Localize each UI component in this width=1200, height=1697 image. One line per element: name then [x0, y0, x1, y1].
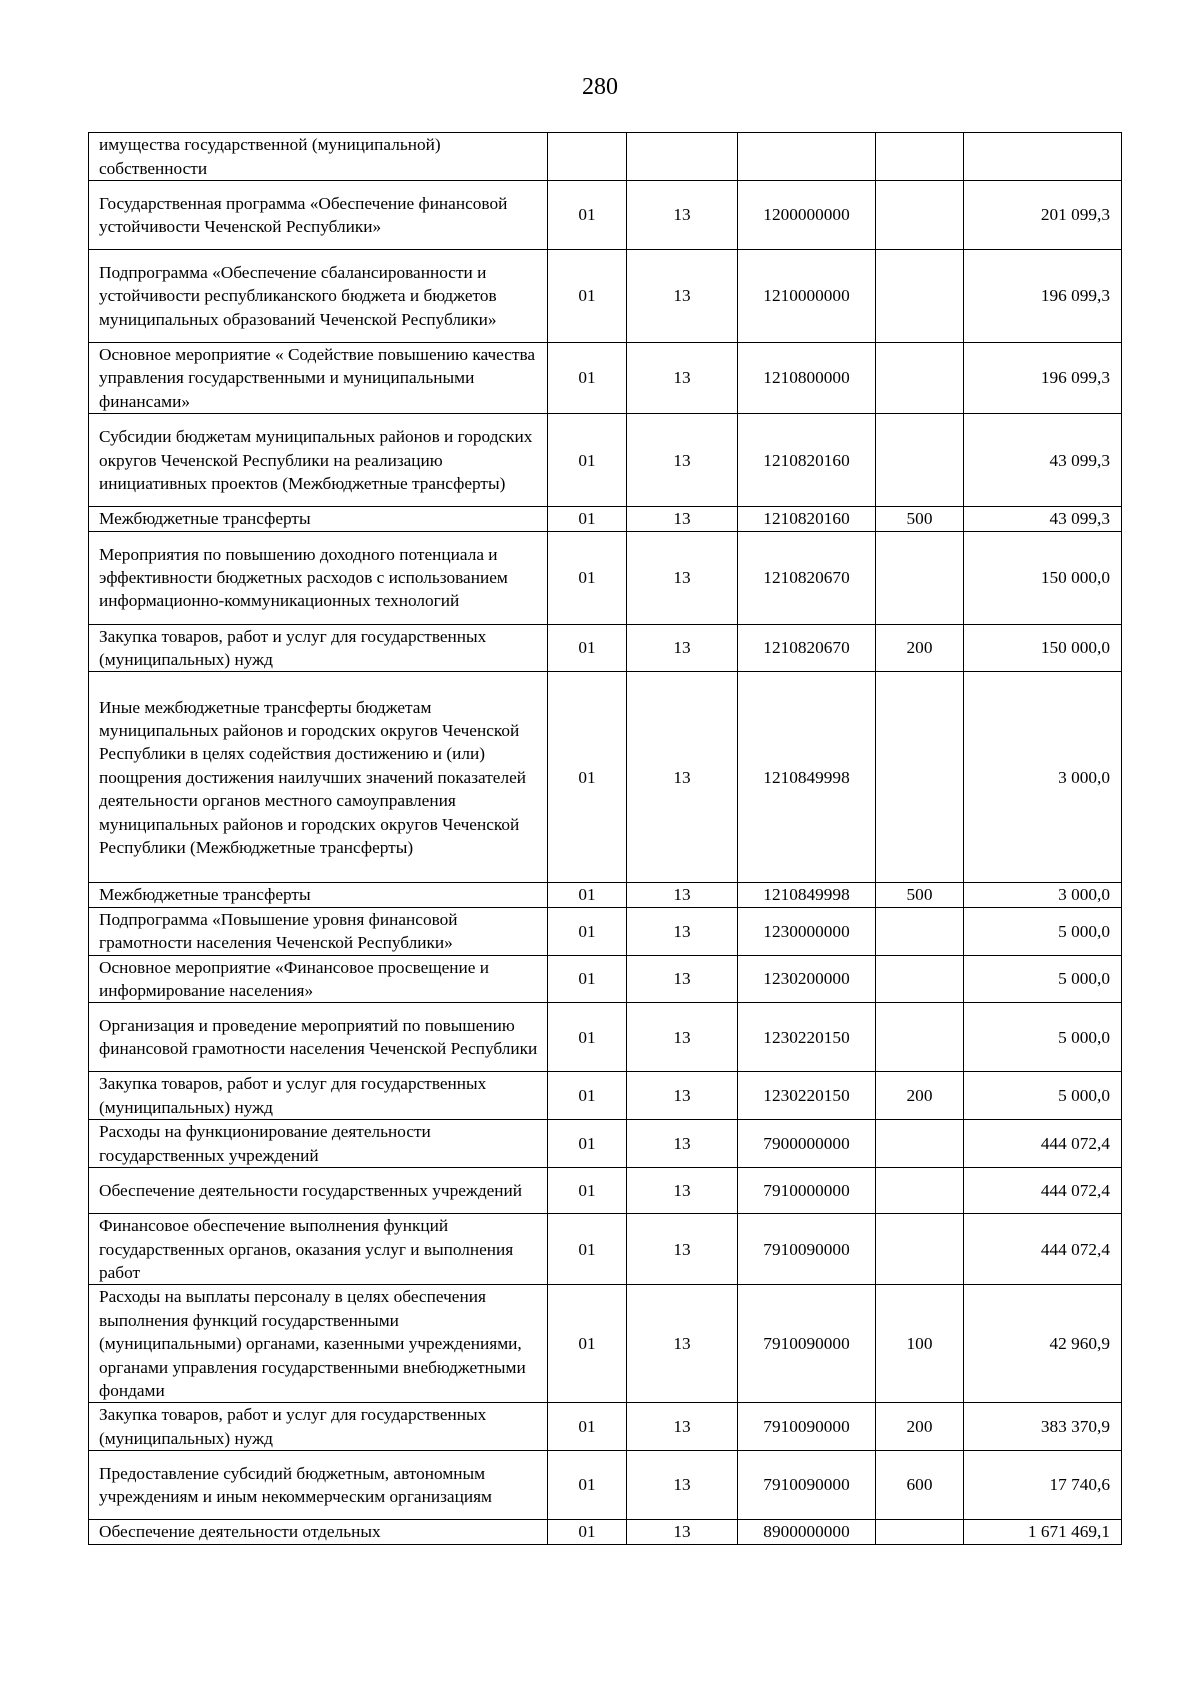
row-amount-cell: 150 000,0 [964, 531, 1122, 624]
row-subsection-cell: 13 [627, 1003, 738, 1072]
row-expense-type-cell [876, 1120, 964, 1168]
row-expense-type-cell [876, 907, 964, 955]
row-section-cell: 01 [548, 1168, 627, 1214]
row-amount-cell: 43 099,3 [964, 507, 1122, 531]
row-name-cell: Расходы на функционирование деятельности государственных учреждений [89, 1120, 548, 1168]
row-subsection-cell: 13 [627, 672, 738, 883]
table-row [89, 672, 1122, 883]
row-amount-cell [964, 133, 1122, 181]
row-amount-cell: 5 000,0 [964, 907, 1122, 955]
row-expense-type-cell: 500 [876, 507, 964, 531]
row-section-cell: 01 [548, 1003, 627, 1072]
table-row [89, 531, 1122, 624]
table-row [89, 181, 1122, 250]
row-expense-type-cell [876, 414, 964, 507]
row-section-cell: 01 [548, 1285, 627, 1403]
row-amount-cell: 3 000,0 [964, 672, 1122, 883]
row-section-cell: 01 [548, 1451, 627, 1520]
row-expense-type-cell [876, 1003, 964, 1072]
table-row [89, 1003, 1122, 1072]
row-section-cell: 01 [548, 883, 627, 907]
row-section-cell: 01 [548, 181, 627, 250]
row-target-article-cell: 7910090000 [738, 1285, 876, 1403]
row-expense-type-cell [876, 531, 964, 624]
row-amount-cell: 5 000,0 [964, 955, 1122, 1003]
table-row [89, 1072, 1122, 1120]
row-target-article-cell: 1230220150 [738, 1072, 876, 1120]
row-target-article-cell: 1210820670 [738, 624, 876, 672]
table-row [89, 507, 1122, 531]
table-row [89, 1214, 1122, 1285]
row-amount-cell: 1 671 469,1 [964, 1520, 1122, 1544]
row-subsection-cell: 13 [627, 250, 738, 343]
row-name-cell: Обеспечение деятельности государственных учреждений [89, 1168, 548, 1214]
row-target-article-cell: 8900000000 [738, 1520, 876, 1544]
row-expense-type-cell: 200 [876, 1072, 964, 1120]
row-expense-type-cell [876, 1520, 964, 1544]
row-subsection-cell: 13 [627, 1168, 738, 1214]
row-section-cell: 01 [548, 531, 627, 624]
row-name-cell: Подпрограмма «Повышение уровня финансовой грамотности населения Чеченской Республики» [89, 907, 548, 955]
row-expense-type-cell: 200 [876, 624, 964, 672]
row-section-cell: 01 [548, 343, 627, 414]
row-section-cell: 01 [548, 1520, 627, 1544]
budget-table-body [89, 133, 1122, 1545]
row-target-article-cell: 1210800000 [738, 343, 876, 414]
row-subsection-cell: 13 [627, 414, 738, 507]
row-expense-type-cell [876, 181, 964, 250]
row-section-cell: 01 [548, 955, 627, 1003]
row-target-article-cell: 1210849998 [738, 672, 876, 883]
row-name-cell: Закупка товаров, работ и услуг для государственных (муниципальных) нужд [89, 1403, 548, 1451]
row-target-article-cell: 1210820160 [738, 414, 876, 507]
row-target-article-cell: 1230220150 [738, 1003, 876, 1072]
row-expense-type-cell [876, 250, 964, 343]
row-expense-type-cell: 100 [876, 1285, 964, 1403]
row-target-article-cell: 7910090000 [738, 1451, 876, 1520]
row-amount-cell: 196 099,3 [964, 343, 1122, 414]
row-expense-type-cell [876, 133, 964, 181]
row-amount-cell: 5 000,0 [964, 1072, 1122, 1120]
row-name-cell: имущества государственной (муниципальной) собственности [89, 133, 548, 181]
table-row [89, 414, 1122, 507]
row-subsection-cell: 13 [627, 883, 738, 907]
row-expense-type-cell [876, 955, 964, 1003]
row-target-article-cell: 7910090000 [738, 1214, 876, 1285]
table-row [89, 1285, 1122, 1403]
table-row [89, 1168, 1122, 1214]
row-name-cell: Обеспечение деятельности отдельных [89, 1520, 548, 1544]
row-expense-type-cell: 600 [876, 1451, 964, 1520]
table-row [89, 133, 1122, 181]
row-subsection-cell: 13 [627, 907, 738, 955]
row-expense-type-cell: 200 [876, 1403, 964, 1451]
row-name-cell: Межбюджетные трансферты [89, 883, 548, 907]
row-subsection-cell: 13 [627, 1520, 738, 1544]
row-amount-cell: 42 960,9 [964, 1285, 1122, 1403]
row-target-article-cell: 1210000000 [738, 250, 876, 343]
row-subsection-cell: 13 [627, 181, 738, 250]
row-expense-type-cell [876, 1168, 964, 1214]
row-subsection-cell: 13 [627, 1403, 738, 1451]
row-section-cell: 01 [548, 1403, 627, 1451]
table-row [89, 624, 1122, 672]
row-amount-cell: 43 099,3 [964, 414, 1122, 507]
row-section-cell: 01 [548, 672, 627, 883]
row-name-cell: Основное мероприятие « Содействие повышению качества управления государственными и муниципальными финансами» [89, 343, 548, 414]
row-amount-cell: 196 099,3 [964, 250, 1122, 343]
row-expense-type-cell: 500 [876, 883, 964, 907]
row-amount-cell: 201 099,3 [964, 181, 1122, 250]
row-name-cell: Мероприятия по повышению доходного потенциала и эффективности бюджетных расходов с использованием информационно-коммуникационных технологий [89, 531, 548, 624]
row-subsection-cell: 13 [627, 624, 738, 672]
row-name-cell: Финансовое обеспечение выполнения функций государственных органов, оказания услуг и выполнения работ [89, 1214, 548, 1285]
row-target-article-cell: 1230200000 [738, 955, 876, 1003]
row-amount-cell: 444 072,4 [964, 1168, 1122, 1214]
row-amount-cell: 5 000,0 [964, 1003, 1122, 1072]
row-target-article-cell: 1210820670 [738, 531, 876, 624]
budget-table [88, 132, 1122, 1545]
row-name-cell: Закупка товаров, работ и услуг для государственных (муниципальных) нужд [89, 624, 548, 672]
row-expense-type-cell [876, 343, 964, 414]
table-row [89, 1451, 1122, 1520]
row-section-cell: 01 [548, 1214, 627, 1285]
row-target-article-cell: 1200000000 [738, 181, 876, 250]
row-expense-type-cell [876, 672, 964, 883]
row-section-cell: 01 [548, 507, 627, 531]
row-subsection-cell: 13 [627, 1120, 738, 1168]
row-section-cell: 01 [548, 414, 627, 507]
row-section-cell [548, 133, 627, 181]
row-name-cell: Организация и проведение мероприятий по повышению финансовой грамотности населения Чеченской Республики [89, 1003, 548, 1072]
row-amount-cell: 150 000,0 [964, 624, 1122, 672]
row-subsection-cell: 13 [627, 507, 738, 531]
table-row [89, 1120, 1122, 1168]
row-name-cell: Субсидии бюджетам муниципальных районов и городских округов Чеченской Республики на реализацию инициативных проектов (Межбюджетные трансферты) [89, 414, 548, 507]
row-amount-cell: 3 000,0 [964, 883, 1122, 907]
table-row [89, 955, 1122, 1003]
row-section-cell: 01 [548, 907, 627, 955]
row-subsection-cell: 13 [627, 1451, 738, 1520]
row-name-cell: Предоставление субсидий бюджетным, автономным учреждениям и иным некоммерческим организациям [89, 1451, 548, 1520]
page-number: 280 [582, 74, 618, 100]
table-row [89, 907, 1122, 955]
row-target-article-cell: 1230000000 [738, 907, 876, 955]
table-row [89, 343, 1122, 414]
table-row [89, 1403, 1122, 1451]
row-target-article-cell: 7900000000 [738, 1120, 876, 1168]
row-target-article-cell: 1210820160 [738, 507, 876, 531]
row-subsection-cell: 13 [627, 955, 738, 1003]
row-subsection-cell: 13 [627, 343, 738, 414]
table-row [89, 883, 1122, 907]
row-name-cell: Иные межбюджетные трансферты бюджетам муниципальных районов и городских округов Чеченской Республики в целях содействия достижению и (или) поощрения достижения наилучших значений показателей деятельности органов местного самоуправления муниципальных районов и городских округов Чеченской Республики (Межбюджетные трансферты) [89, 672, 548, 883]
row-subsection-cell: 13 [627, 1285, 738, 1403]
row-subsection-cell: 13 [627, 531, 738, 624]
row-section-cell: 01 [548, 1072, 627, 1120]
row-amount-cell: 383 370,9 [964, 1403, 1122, 1451]
table-row [89, 250, 1122, 343]
table-row [89, 1520, 1122, 1544]
row-expense-type-cell [876, 1214, 964, 1285]
row-amount-cell: 444 072,4 [964, 1214, 1122, 1285]
row-name-cell: Закупка товаров, работ и услуг для государственных (муниципальных) нужд [89, 1072, 548, 1120]
row-amount-cell: 17 740,6 [964, 1451, 1122, 1520]
row-name-cell: Расходы на выплаты персоналу в целях обеспечения выполнения функций государственными (муниципальными) органами, казенными учреждениями, органами управления государственными внебюджетными фондами [89, 1285, 548, 1403]
row-target-article-cell: 1210849998 [738, 883, 876, 907]
row-target-article-cell: 7910000000 [738, 1168, 876, 1214]
row-amount-cell: 444 072,4 [964, 1120, 1122, 1168]
row-section-cell: 01 [548, 624, 627, 672]
row-name-cell: Межбюджетные трансферты [89, 507, 548, 531]
row-section-cell: 01 [548, 250, 627, 343]
row-target-article-cell [738, 133, 876, 181]
row-section-cell: 01 [548, 1120, 627, 1168]
row-subsection-cell [627, 133, 738, 181]
row-name-cell: Государственная программа «Обеспечение финансовой устойчивости Чеченской Республики» [89, 181, 548, 250]
row-target-article-cell: 7910090000 [738, 1403, 876, 1451]
row-subsection-cell: 13 [627, 1072, 738, 1120]
row-name-cell: Основное мероприятие «Финансовое просвещение и информирование населения» [89, 955, 548, 1003]
row-subsection-cell: 13 [627, 1214, 738, 1285]
row-name-cell: Подпрограмма «Обеспечение сбалансированности и устойчивости республиканского бюджета и бюджетов муниципальных образований Чеченской Республики» [89, 250, 548, 343]
